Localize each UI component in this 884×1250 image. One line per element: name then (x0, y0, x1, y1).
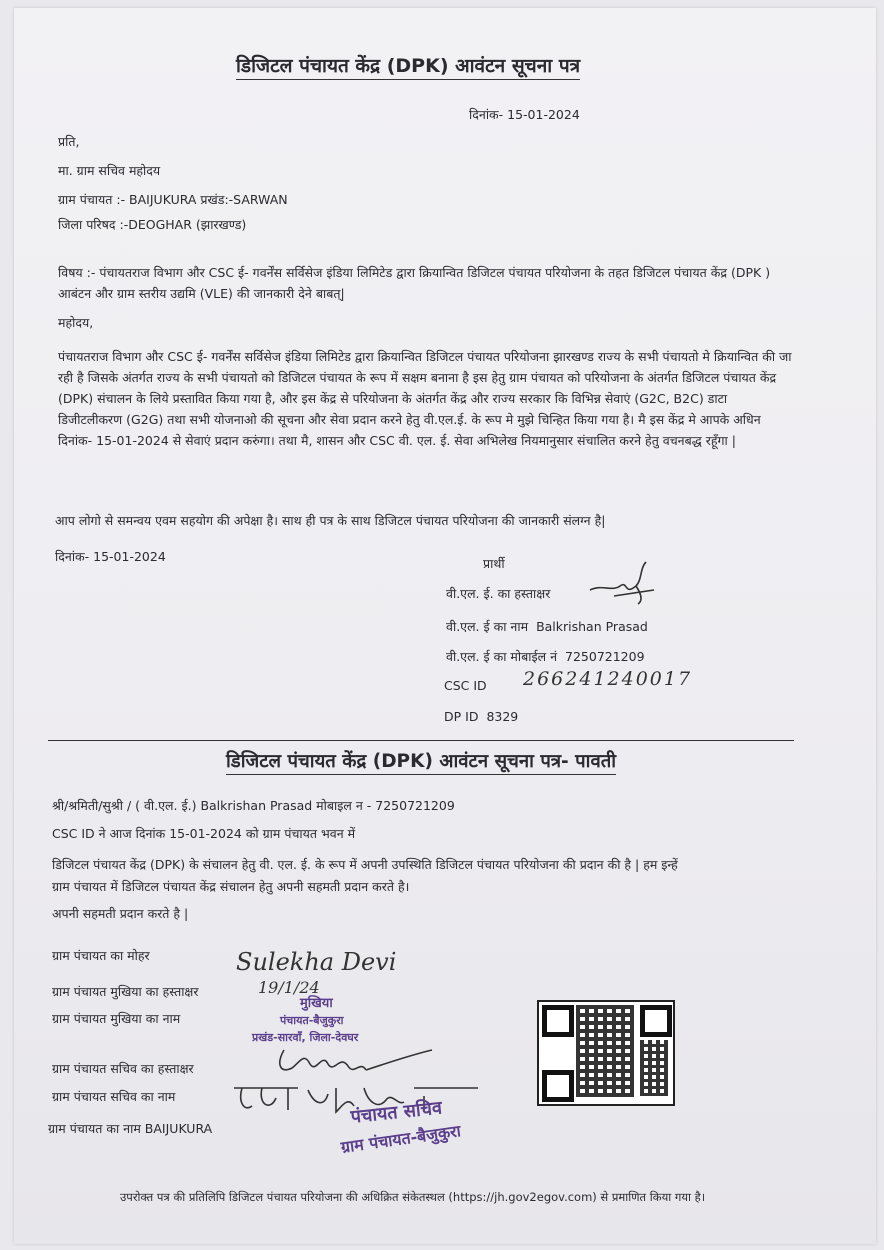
receipt-line-4: ग्राम पंचायत में डिजिटल पंचायत केंद्र संचालन हेतु अपनी सहमती प्रदान करते है। (52, 879, 410, 894)
csc-id-label: CSC ID (444, 678, 487, 693)
receipt-line-3: डिजिटल पंचायत केंद्र (DPK) के संचालन हेतु वी. एल. ई. के रूप में अपनी उपस्थिति डिजिटल पंचायत परियोजना की प्रदान की है | हम इन्हें (52, 857, 678, 872)
vle-signature (584, 556, 664, 606)
subject-paragraph: विषय :- पंचायतराज विभाग और CSC ई- गवर्नेंस सर्विसेज इंडिया लिमिटेड द्वारा क्रियान्वित डिजिटल पंचायत परियोजना के तहत डिजिटल पंचायत केंद्र (DPK ) आबंटन और ग्राम स्तरीय उद्यमि (VLE) की जानकारी देने बाबत्| (58, 265, 771, 301)
vle-signature-label: वी.एल. ई. का हस्ताक्षर (446, 586, 551, 601)
closing-line: आप लोगो से समन्वय एवम सहयोग की अपेक्षा है। साथ ही पत्र के साथ डिजिटल पंचायत परियोजना की जानकारी संलग्न है| (55, 513, 606, 528)
vle-name-row (446, 619, 648, 635)
sachiv-sign-label: ग्राम पंचायत सचिव का हस्ताक्षर (52, 1061, 194, 1076)
letter-date: दिनांक- 15-01-2024 (469, 107, 580, 122)
receipt-line-1: श्री/श्रमिती/सुश्री / ( वी.एल. ई.) Balkrishan Prasad मोबाइल न - 7250721209 (52, 798, 455, 813)
vle-mobile-label: वी.एल. ई का मोबाईल नं (446, 649, 558, 664)
section-divider (48, 740, 794, 741)
sachiv-signature (270, 1040, 440, 1080)
receipt-title: डिजिटल पंचायत केंद्र (DPK) आवंटन सूचना पत्र- पावती (226, 748, 616, 775)
receipt-line-5: अपनी सहमती प्रदान करते है | (52, 906, 189, 921)
dp-id-row (444, 709, 518, 725)
mukhiya-stamp-panchayat: पंचायत-बैजुकुरा (280, 1014, 344, 1027)
panchayat-line: ग्राम पंचायत :- BAIJUKURA प्रखंड:-SARWAN (58, 192, 288, 207)
salutation: महोदय, (58, 315, 94, 330)
csc-id-handwritten: 266241240017 (523, 668, 693, 690)
addressee: मा. ग्राम सचिव महोदय (58, 163, 161, 178)
dp-id: 8329 (486, 709, 519, 724)
sachiv-stamp-title: पंचायत सचिव (349, 1097, 443, 1128)
vle-name-label: वी.एल. ई का नाम (446, 619, 529, 634)
body-paragraph: पंचायतराज विभाग और CSC ई- गवर्नेंस सर्विसेज इंडिया लिमिटेड द्वारा क्रियान्वित डिजिटल पंचायत परियोजना झारखण्ड राज्य के सभी पंचायतो मे क्रियान्वित की जा रही है जिसके अंतर्गत राज्य के सभी पंचायतो को डिजिटल पंचायत के रूप में सक्षम बनाना है इस हेतु ग्राम पंचायत को परियोजना के अंतर्गत डिजिटल पंचायत केंद्र (DPK) संचालन के लिये प्रस्तावित किया गया है, और इस केंद्र से परियोजना के अंतर्गत केंद्र और राज्य सरकार कि विभिन्न सेवाएं (G2C, B2C) डाटा डिजीटलीकरण (G2G) तथा सभी योजनाओ की सूचना और सेवा प्रदान करने हेतु वी.एल.ई. के रूप मे मुझे चिन्हित किया गया है। मै इस केंद्र मे आपके अधिन दिनांक- 15-01-2024 से सेवाएं प्रदान करुंगा। तथा मै, शासन और CSC वी. एल. ई. सेवा अभिलेख नियमानुसार संचालित करने हेतु वचनबद्ध रहूँगा | (58, 349, 792, 448)
vle-mobile: 7250721209 (565, 649, 645, 664)
qr-finder-top-left (542, 1005, 574, 1037)
receipt-line-2: CSC ID ने आज दिनांक 15-01-2024 को ग्राम पंचायत भवन में (52, 826, 356, 841)
mukhiya-name-label: ग्राम पंचायत मुखिया का नाम (52, 1011, 181, 1026)
mukhiya-handwritten-name: Sulekha Devi (236, 948, 397, 976)
sachiv-stamp-panchayat: ग्राम पंचायत-बैजुकुरा (339, 1121, 462, 1157)
mukhiya-stamp-block: प्रखंड-सारवाँ, जिला-देवघर (252, 1031, 359, 1044)
qr-pattern-right (640, 1040, 668, 1096)
applicant-label: प्रार्थी (483, 556, 505, 571)
panchayat-name-line: ग्राम पंचायत का नाम BAIJUKURA (48, 1121, 213, 1136)
dp-id-label: DP ID (444, 709, 479, 724)
bottom-date: दिनांक- 15-01-2024 (55, 549, 166, 564)
qr-pattern (576, 1005, 634, 1097)
qr-finder-bottom-left (542, 1070, 574, 1102)
sachiv-name-label: ग्राम पंचायत सचिव का नाम (52, 1089, 176, 1104)
vle-name: Balkrishan Prasad (536, 619, 648, 634)
qr-finder-top-right (640, 1005, 672, 1037)
district-line: जिला परिषद :-DEOGHAR (झारखण्ड) (58, 217, 247, 232)
mukhiya-handwritten-date: 19/1/24 (258, 978, 320, 997)
mukhiya-stamp-title: मुखिया (300, 996, 333, 1011)
recipient-prefix: प्रति, (58, 134, 80, 149)
seal-label: ग्राम पंचायत का मोहर (52, 948, 150, 963)
letter-title: डिजिटल पंचायत केंद्र (DPK) आवंटन सूचना पत्र (236, 52, 580, 80)
footer-note: उपरोक्त पत्र की प्रतिलिपि डिजिटल पंचायत परियोजना की अधिक्रित संकेतस्थल (https://jh.gov2egov.com) से प्रमाणित किया गया है। (120, 1190, 706, 1204)
mukhiya-sign-label: ग्राम पंचायत मुखिया का हस्ताक्षर (52, 984, 199, 999)
vle-mobile-row (446, 649, 645, 665)
